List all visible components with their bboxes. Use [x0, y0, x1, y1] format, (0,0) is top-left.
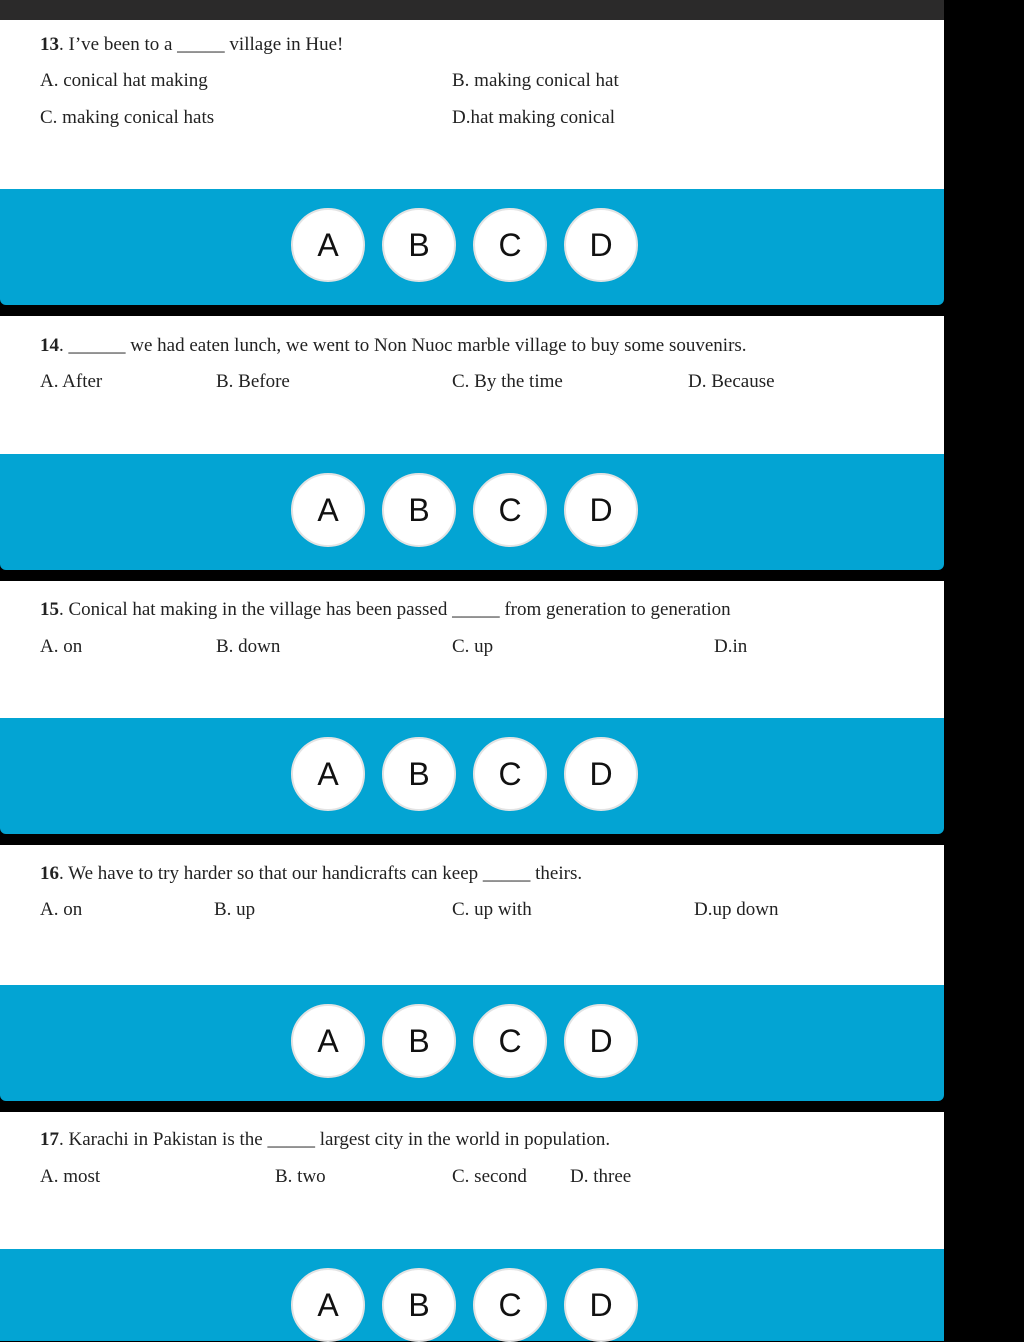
option-a: A. most — [40, 1166, 101, 1187]
question-text: 17. Karachi in Pakistan is the _____ largest city in the world in population. — [40, 1129, 611, 1150]
option-b: B. down — [216, 636, 281, 657]
question-text: 14. ______ we had eaten lunch, we went to Non Nuoc marble village to buy some souvenirs. — [40, 335, 747, 356]
answer-bar-16 — [0, 985, 944, 1101]
option-d: D.in — [714, 636, 748, 657]
option-c: C. up — [452, 636, 494, 657]
option-d: D. three — [570, 1166, 632, 1187]
answer-button-a[interactable]: A — [291, 1268, 365, 1342]
option-a: A. conical hat making — [40, 70, 208, 91]
option-b: B. up — [214, 899, 256, 920]
question-card-14 — [0, 316, 944, 454]
answer-button-c[interactable]: C — [473, 737, 547, 811]
answer-button-d[interactable]: D — [564, 1004, 638, 1078]
answer-button-b[interactable]: B — [382, 473, 456, 547]
answer-button-b[interactable]: B — [382, 1268, 456, 1342]
question-text: 16. We have to try harder so that our handicrafts can keep _____ theirs. — [40, 863, 583, 884]
answer-button-c[interactable]: C — [473, 473, 547, 547]
answer-button-a[interactable]: A — [291, 208, 365, 282]
option-c: C. making conical hats — [40, 107, 215, 128]
answer-blank: _____ — [482, 863, 531, 884]
option-d: D.up down — [694, 899, 779, 920]
option-a: A. on — [40, 899, 83, 920]
answer-button-d[interactable]: D — [564, 1268, 638, 1342]
question-card-16 — [0, 845, 944, 985]
answer-button-c[interactable]: C — [473, 208, 547, 282]
question-text: 15. Conical hat making in the village has been passed _____ from generation to generation — [40, 599, 731, 620]
question-card-17 — [0, 1112, 944, 1250]
answer-bar-17 — [0, 1249, 944, 1341]
question-card-15 — [0, 581, 944, 718]
option-d: D. Because — [688, 371, 775, 392]
answer-button-a[interactable]: A — [291, 737, 365, 811]
answer-blank: _____ — [177, 34, 225, 55]
answer-button-d[interactable]: D — [564, 473, 638, 547]
answer-blank: _____ — [267, 1129, 315, 1150]
answer-button-b[interactable]: B — [382, 737, 456, 811]
option-c: C. second — [452, 1166, 527, 1187]
answer-bar-14 — [0, 454, 944, 570]
option-d: D.hat making conical — [452, 107, 616, 128]
answer-button-b[interactable]: B — [382, 1004, 456, 1078]
answer-blank: _____ — [452, 599, 500, 620]
option-a: A. on — [40, 636, 83, 657]
option-a: A. After — [40, 371, 103, 392]
top-bar — [0, 0, 944, 20]
side-margin — [944, 0, 1024, 1339]
option-c: C. up with — [452, 899, 532, 920]
answer-bar-15 — [0, 718, 944, 834]
option-b: B. making conical hat — [452, 70, 619, 91]
question-card-13 — [0, 20, 944, 189]
answer-button-d[interactable]: D — [564, 208, 638, 282]
answer-button-c[interactable]: C — [473, 1268, 547, 1342]
answer-button-a[interactable]: A — [291, 1004, 365, 1078]
answer-button-a[interactable]: A — [291, 473, 365, 547]
answer-button-b[interactable]: B — [382, 208, 456, 282]
answer-button-d[interactable]: D — [564, 737, 638, 811]
answer-blank: ______ — [68, 335, 126, 356]
option-c: C. By the time — [452, 371, 563, 392]
option-b: B. two — [275, 1166, 326, 1187]
answer-button-c[interactable]: C — [473, 1004, 547, 1078]
option-b: B. Before — [216, 371, 290, 392]
question-text: 13. I’ve been to a _____ village in Hue! — [40, 34, 344, 55]
answer-bar-13 — [0, 189, 944, 305]
